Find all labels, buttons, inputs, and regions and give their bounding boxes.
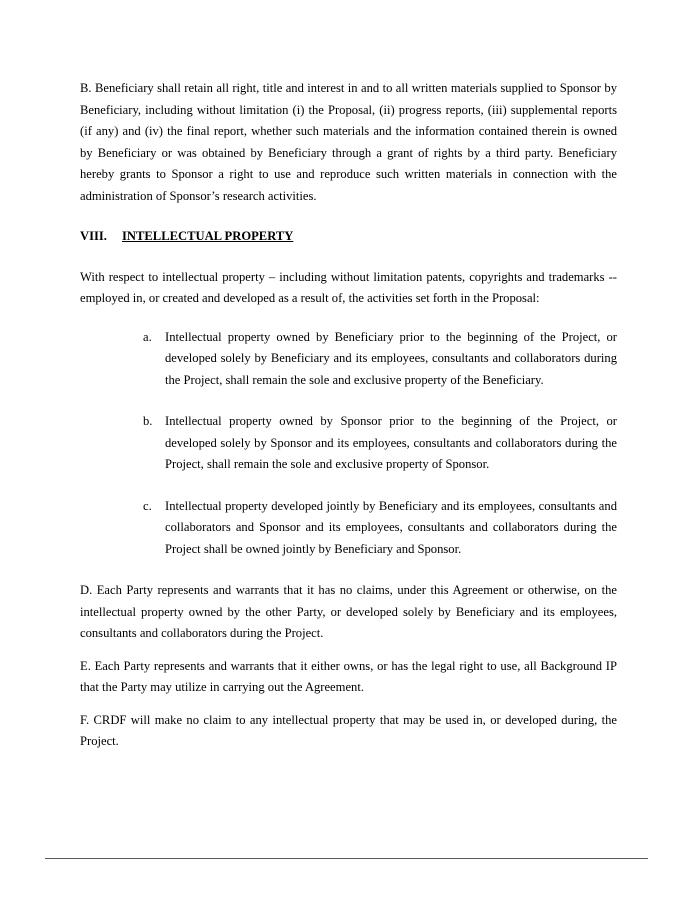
section-title: INTELLECTUAL PROPERTY — [122, 229, 294, 243]
list-item-marker: b. — [143, 414, 153, 428]
section-number: VIII. — [80, 229, 107, 243]
list-item-text: Intellectual property developed jointly by Beneficiary and its employees, consultants and collaborators and Sponsor and its employees, consultants and collaborators during the Project shall be owned jointly by Beneficiary and Sponsor. — [165, 498, 617, 556]
list-item-text: Intellectual property owned by Beneficiary prior to the beginning of the Project, or developed solely by Beneficiary and its employees, consultants and collaborators during the Project, shall remain the sole and exclusive property of the Beneficiary. — [165, 329, 617, 387]
paragraph-b: B. Beneficiary shall retain all right, title and interest in and to all written materials supplied to Sponsor by Beneficiary, including without limitation (i) the Proposal, (ii) progress reports, (iii) supplemental reports (if any) and (iv) the final report, whether such materials and the information contained therein is owned by Beneficiary or was obtained by Beneficiary through a grant of rights by a third party. Beneficiary hereby grants to Sponsor a right to use and reproduce such written materials in connection with the administration of Sponsor’s research activities. — [80, 81, 617, 203]
section-heading-intellectual-property — [80, 226, 617, 248]
list-item-text: Intellectual property owned by Sponsor prior to the beginning of the Project, or developed solely by Sponsor and its employees, consultants and collaborators during the Project, shall remain the sole and exclusive property of Sponsor. — [165, 414, 617, 471]
document-body — [80, 78, 617, 764]
footer-divider — [45, 858, 648, 859]
list-item — [80, 496, 617, 561]
intro-paragraph: With respect to intellectual property – including without limitation patents, copyrights and trademarks -- employed in, or created and developed as a result of, the activities set forth in the Proposal: — [80, 269, 617, 305]
list-item-marker: c. — [143, 498, 152, 513]
paragraph-d: D. Each Party represents and warrants that it has no claims, under this Agreement or otherwise, on the intellectual property owned by the other Party, or developed solely by Beneficiary and its employees, consultants and collaborators during the Project. — [80, 583, 617, 640]
list-item — [80, 327, 617, 392]
list-item — [80, 411, 617, 476]
intellectual-property-list — [80, 327, 617, 561]
list-item-marker: a. — [143, 329, 152, 344]
paragraph-f: F. CRDF will make no claim to any intellectual property that may be used in, or developed during, the Project. — [80, 712, 617, 748]
paragraph-e: E. Each Party represents and warrants that it either owns, or has the legal right to use, all Background IP that the Party may utilize in carrying out the Agreement. — [80, 658, 617, 694]
